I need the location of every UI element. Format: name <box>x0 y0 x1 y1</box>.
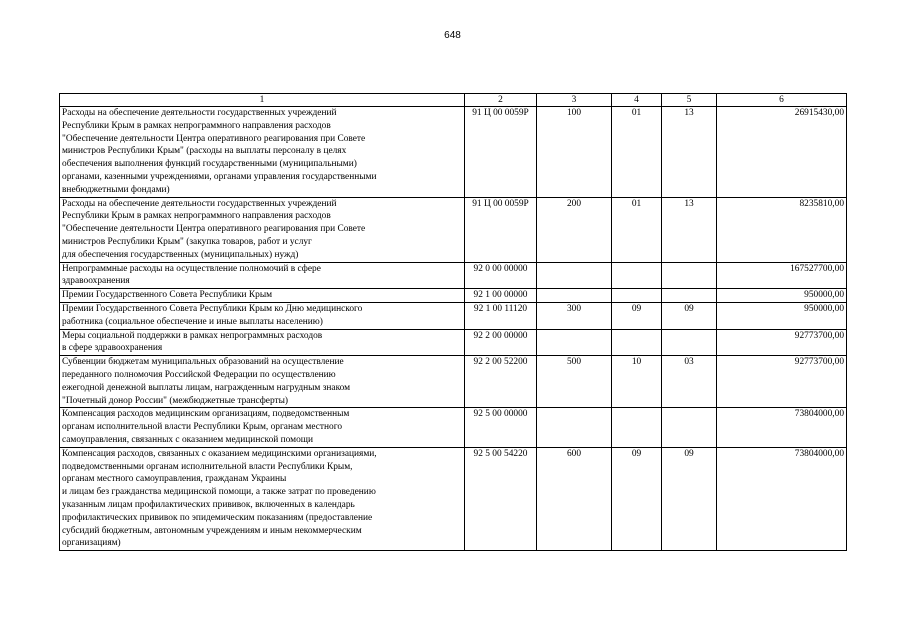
amount-cell: 167527700,00 <box>717 262 847 289</box>
subsection-code-cell: 09 <box>662 447 717 550</box>
section-code-cell: 10 <box>612 356 662 408</box>
table-row <box>60 289 847 303</box>
header-cell-3: 3 <box>537 94 612 107</box>
target-code-cell: 92 5 00 54220 <box>465 447 537 550</box>
item-name-cell: Расходы на обеспечение деятельности государственных учреждений Республики Крым в рамках непрограммного направления расходов "Обеспечение деятельности Центра оперативного реагирования при Совете министров Республики Крым" (закупка товаров, работ и услуг для обеспечения государственных (муниципальных) нужд) <box>60 197 465 262</box>
table-row <box>60 197 847 262</box>
expense-type-cell <box>537 289 612 303</box>
expense-type-cell: 300 <box>537 302 612 329</box>
subsection-code-cell <box>662 329 717 356</box>
amount-cell: 26915430,00 <box>717 107 847 198</box>
item-name-cell: Меры социальной поддержки в рамках непрограммных расходов в сфере здравоохранения <box>60 329 465 356</box>
item-name-cell: Премии Государственного Совета Республики Крым ко Дню медицинского работника (социальное обеспечение и иные выплаты населению) <box>60 302 465 329</box>
header-row <box>60 94 847 107</box>
expense-type-cell: 200 <box>537 197 612 262</box>
section-code-cell: 09 <box>612 302 662 329</box>
header-cell-6: 6 <box>717 94 847 107</box>
subsection-code-cell: 09 <box>662 302 717 329</box>
amount-cell: 950000,00 <box>717 289 847 303</box>
expense-type-cell <box>537 262 612 289</box>
section-code-cell <box>612 289 662 303</box>
table-row <box>60 262 847 289</box>
header-cell-4: 4 <box>612 94 662 107</box>
table-row <box>60 447 847 550</box>
subsection-code-cell <box>662 289 717 303</box>
section-code-cell <box>612 262 662 289</box>
target-code-cell: 92 2 00 00000 <box>465 329 537 356</box>
expense-type-cell: 600 <box>537 447 612 550</box>
subsection-code-cell: 03 <box>662 356 717 408</box>
target-code-cell: 92 1 00 11120 <box>465 302 537 329</box>
target-code-cell: 92 5 00 00000 <box>465 408 537 447</box>
target-code-cell: 92 0 00 00000 <box>465 262 537 289</box>
budget-table <box>59 93 847 551</box>
header-cell-2: 2 <box>465 94 537 107</box>
amount-cell: 92773700,00 <box>717 356 847 408</box>
header-cell-5: 5 <box>662 94 717 107</box>
table-row <box>60 356 847 408</box>
section-code-cell <box>612 329 662 356</box>
expense-type-cell: 100 <box>537 107 612 198</box>
item-name-cell: Премии Государственного Совета Республики Крым <box>60 289 465 303</box>
table-row <box>60 408 847 447</box>
item-name-cell: Компенсация расходов, связанных с оказанием медицинскими организациями, подведомственными органам исполнительной власти Республики Крым, органам местного самоуправления, гражданам Украины и лицам без гражданства медицинской помощи, а также затрат по проведению указанным лицам профилактических прививок, включенных в календарь профилактических прививок по эпидемическим показаниям (предоставление субсидий бюджетным, автономным учреждениям и иным некоммерческим организациям) <box>60 447 465 550</box>
amount-cell: 73804000,00 <box>717 447 847 550</box>
target-code-cell: 92 2 00 52200 <box>465 356 537 408</box>
page-number: 648 <box>444 30 461 41</box>
subsection-code-cell <box>662 408 717 447</box>
table-row <box>60 107 847 198</box>
section-code-cell <box>612 408 662 447</box>
amount-cell: 8235810,00 <box>717 197 847 262</box>
target-code-cell: 91 Ц 00 0059Р <box>465 107 537 198</box>
section-code-cell: 01 <box>612 197 662 262</box>
subsection-code-cell <box>662 262 717 289</box>
expense-type-cell: 500 <box>537 356 612 408</box>
item-name-cell: Непрограммные расходы на осуществление полномочий в сфере здравоохранения <box>60 262 465 289</box>
table-row <box>60 302 847 329</box>
item-name-cell: Расходы на обеспечение деятельности государственных учреждений Республики Крым в рамках непрограммного направления расходов "Обеспечение деятельности Центра оперативного реагирования при Совете министров Республики Крым" (расходы на выплаты персоналу в целях обеспечения выполнения функций государственными (муниципальными) органами, казенными учреждениями, органами управления государственными внебюджетными фондами) <box>60 107 465 198</box>
table-body <box>60 94 847 551</box>
section-code-cell: 01 <box>612 107 662 198</box>
target-code-cell: 91 Ц 00 0059Р <box>465 197 537 262</box>
expense-type-cell <box>537 408 612 447</box>
subsection-code-cell: 13 <box>662 197 717 262</box>
amount-cell: 73804000,00 <box>717 408 847 447</box>
item-name-cell: Субвенции бюджетам муниципальных образований на осуществление переданного полномочия Российской Федерации по осуществлению ежегодной денежной выплаты лицам, награжденным нагрудным знаком "Почетный донор России" (межбюджетные трансферты) <box>60 356 465 408</box>
table-row <box>60 329 847 356</box>
item-name-cell: Компенсация расходов медицинским организациям, подведомственным органам исполнительной власти Республики Крым, органам местного самоуправления, связанных с оказанием медицинской помощи <box>60 408 465 447</box>
expense-type-cell <box>537 329 612 356</box>
header-cell-1: 1 <box>60 94 465 107</box>
section-code-cell: 09 <box>612 447 662 550</box>
target-code-cell: 92 1 00 00000 <box>465 289 537 303</box>
amount-cell: 950000,00 <box>717 302 847 329</box>
amount-cell: 92773700,00 <box>717 329 847 356</box>
subsection-code-cell: 13 <box>662 107 717 198</box>
